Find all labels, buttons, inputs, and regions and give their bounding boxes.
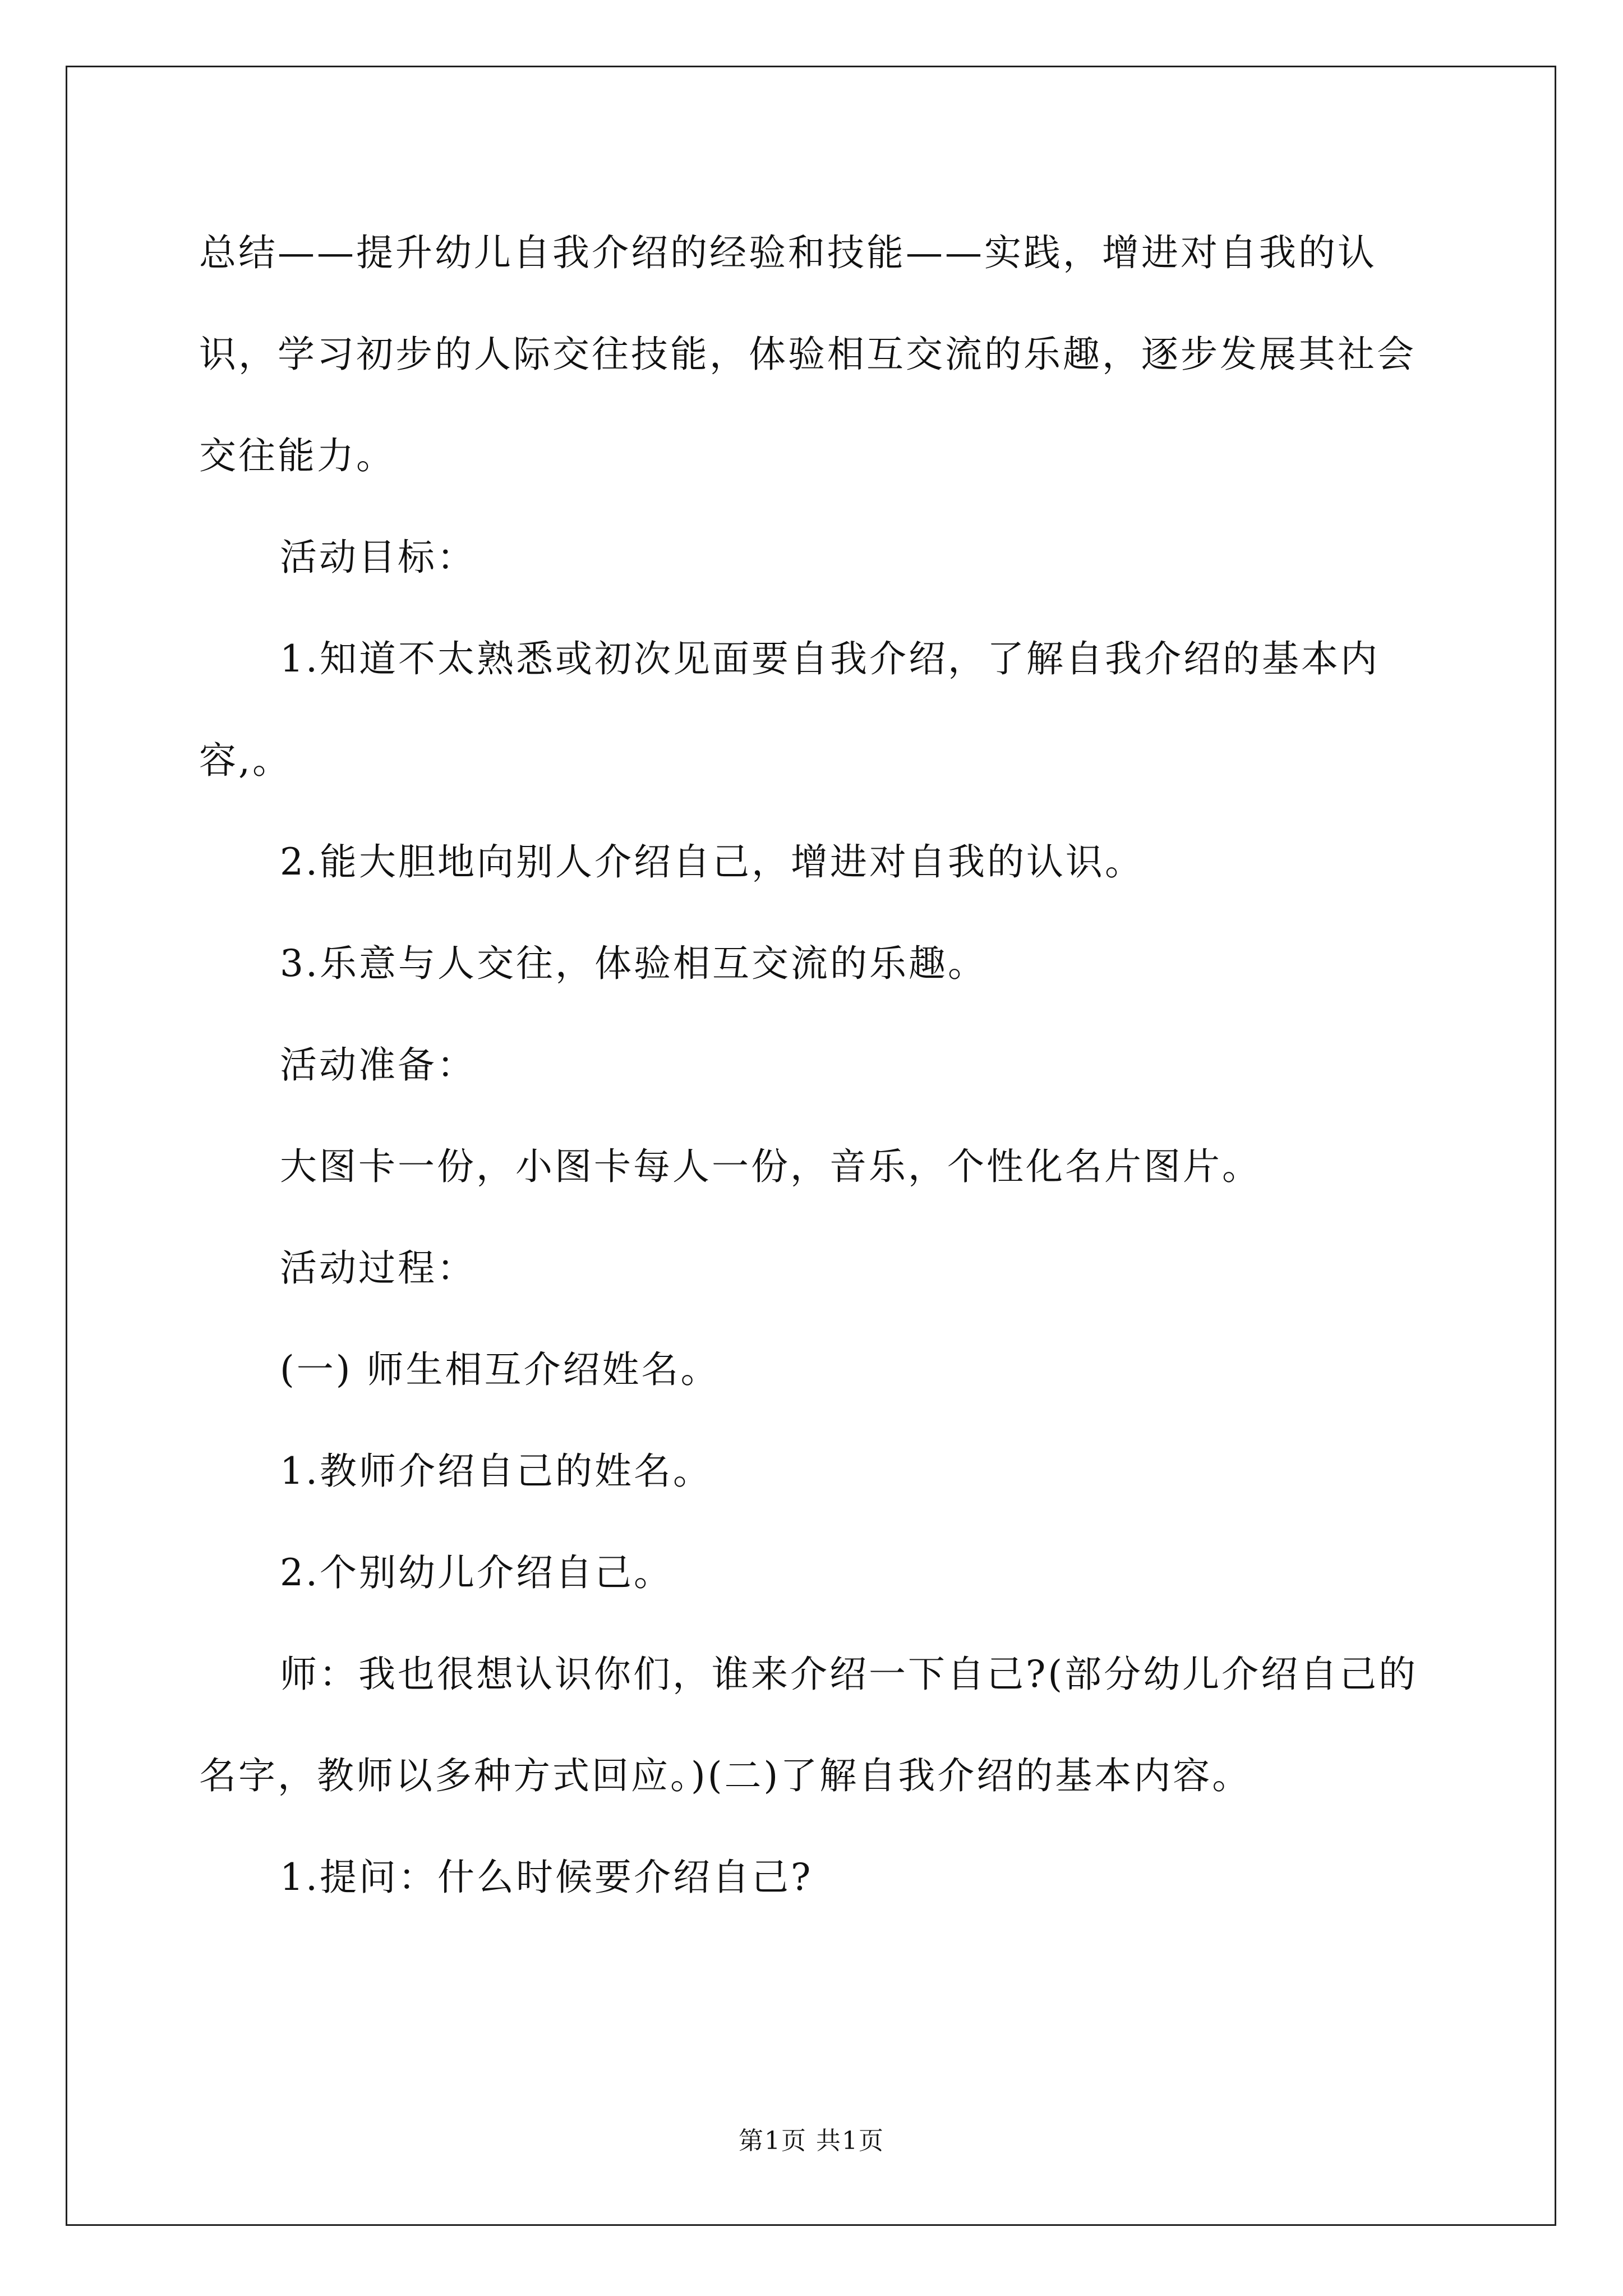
paragraph-intro: 总结——提升幼儿自我介绍的经验和技能——实践，增进对自我的认识，学习初步的人际交往技能，体验相互交流的乐趣，逐步发展其社会交往能力。	[199, 231, 1416, 477]
heading-activity-process: 活动过程：	[280, 1246, 476, 1290]
question-step-1: 1.提问：什么时候要介绍自己?	[280, 1856, 813, 1899]
heading-activity-goals: 活动目标：	[280, 536, 476, 579]
preparation-text: 大图卡一份，小图卡每人一份，音乐，个性化名片图片。	[280, 1145, 1261, 1188]
document-body	[199, 202, 1430, 1928]
process-step-1: 1.教师介绍自己的姓名。	[280, 1450, 712, 1493]
process-step-2: 2.个别幼儿介绍自己。	[280, 1551, 673, 1594]
heading-activity-preparation: 活动准备：	[280, 1043, 476, 1087]
goal-item-1: 1.知道不太熟悉或初次见面要自我介绍，了解自我介绍的基本内容,。	[199, 637, 1380, 782]
goal-item-3: 3.乐意与人交往，体验相互交流的乐趣。	[280, 942, 987, 985]
goal-item-2: 2.能大胆地向别人介绍自己，增进对自我的认识。	[280, 840, 1144, 884]
process-section-1: (一) 师生相互介绍姓名。	[280, 1348, 720, 1391]
teacher-dialogue: 师：我也很想认识你们，谁来介绍一下自己?(部分幼儿介绍自己的名字，教师以多种方式回应。)(二)了解自我介绍的基本内容。	[199, 1653, 1418, 1797]
page-footer: 第1页 共1页	[739, 2127, 884, 2155]
